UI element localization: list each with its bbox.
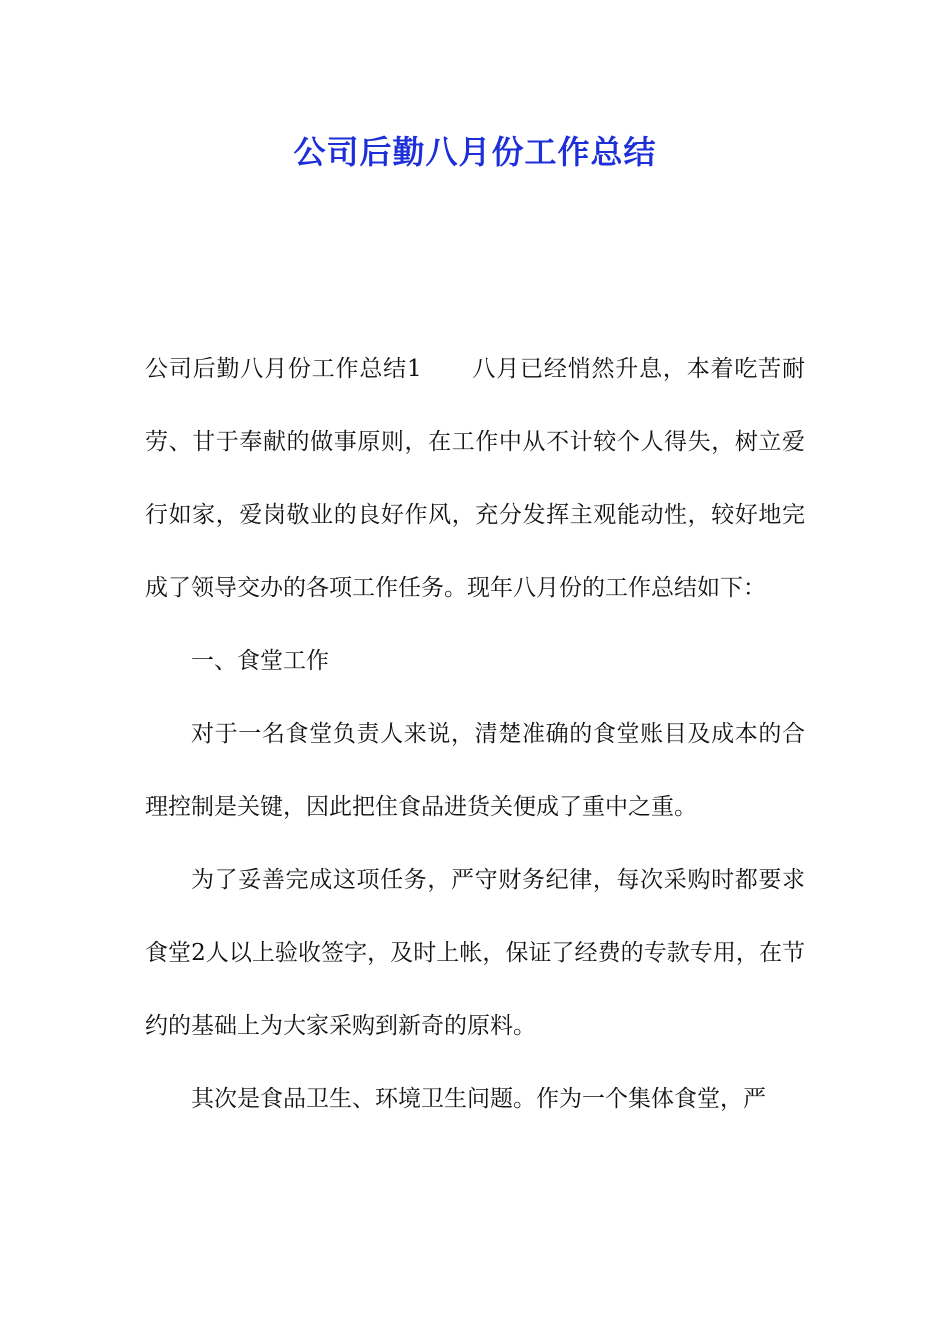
intro-text: 八月已经悄然升息，本着吃苦耐劳、甘于奉献的做事原则，在工作中从不计较个人得失，树立爱行如家，爱岗敬业的良好作风，充分发挥主观能动性，较好地完成了领导交办的各项工作任务。现年八月份的工作总结如下：: [145, 356, 805, 601]
document-body: [145, 333, 805, 1136]
document-title: 公司后勤八月份工作总结: [293, 133, 657, 171]
intro-heading: 公司后勤八月份工作总结1: [145, 356, 422, 382]
paragraph: 对于一名食堂负责人来说，清楚准确的食堂账目及成本的合理控制是关键，因此把住食品进货关便成了重中之重。: [145, 721, 805, 820]
section-heading: 一、食堂工作: [191, 648, 329, 674]
paragraph: 其次是食品卫生、环境卫生问题。作为一个集体食堂，严: [191, 1086, 766, 1112]
paragraph-intro: [145, 333, 805, 625]
paragraph: 为了妥善完成这项任务，严守财务纪律，每次采购时都要求食堂2人以上验收签字，及时上帐，保证了经费的专款专用，在节约的基础上为大家采购到新奇的原料。: [145, 867, 805, 1039]
